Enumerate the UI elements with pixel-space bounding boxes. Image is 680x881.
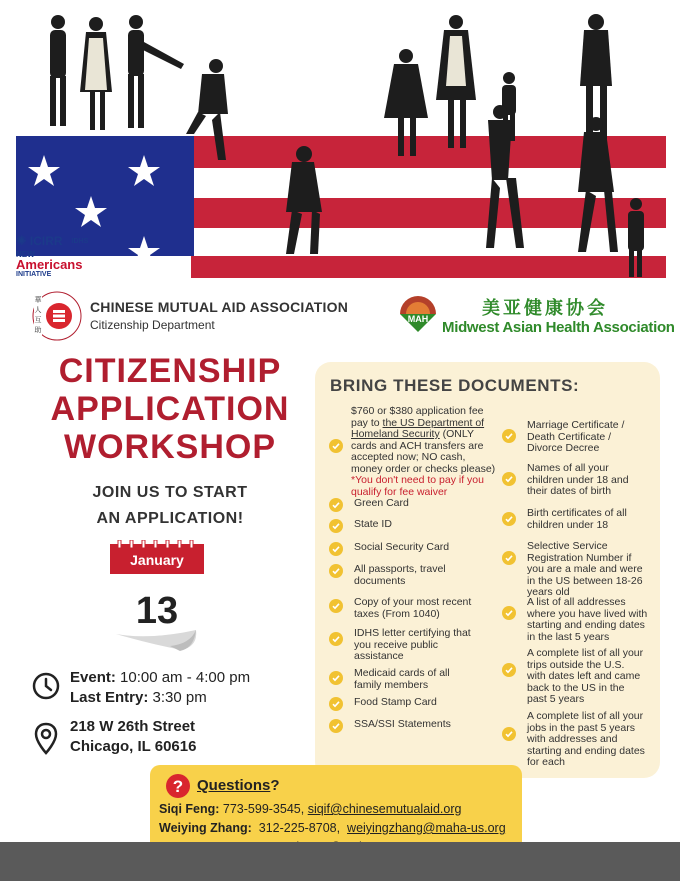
document-item: Social Security Card <box>354 541 450 553</box>
check-icon <box>329 671 343 685</box>
contact-email-link[interactable]: siqif@chinesemutualaid.org <box>307 802 462 816</box>
document-item-fee: $760 or $380 application fee pay to the US Department of Homeland Security (ONLY cards and ACH transfers are accepted now; NO cash, money order or checks please) *You don't need to pay if you qualify for fee waiver <box>351 405 496 498</box>
document-item: Copy of your most recent taxes (From 1040) <box>354 596 472 620</box>
contact-name: Siqi Feng: <box>159 802 220 816</box>
svg-text:華: 華 <box>34 297 42 304</box>
title-line-1: CITIZENSHIP <box>58 352 282 390</box>
new-americans-logo: NEW Americans INITIATIVE <box>16 250 83 278</box>
footer-bar <box>0 842 680 881</box>
contact-phone: 312-225-8708, <box>251 821 348 835</box>
icirr-logo-text: ICIRR <box>29 234 63 248</box>
document-item: Names of all your children under 18 and their dates of birth <box>527 462 629 497</box>
documents-title: BRING THESE DOCUMENTS: <box>330 376 580 395</box>
calendar-rings-icon <box>114 540 200 548</box>
svg-text:助: 助 <box>34 327 42 334</box>
check-icon <box>329 719 343 733</box>
event-time: Event: 10:00 am - 4:00 pm <box>70 669 251 686</box>
document-item: SSA/SSI Statements <box>354 718 451 730</box>
document-item: All passports, travel documents <box>354 563 446 587</box>
check-icon <box>329 632 343 646</box>
maha-logo <box>396 292 440 336</box>
check-icon <box>329 498 343 512</box>
document-item: Food Stamp Card <box>354 696 437 708</box>
check-icon <box>502 512 516 526</box>
calendar-month: January <box>110 544 204 574</box>
contact-phone: 773-599-3545, <box>219 802 308 816</box>
svg-text:?: ? <box>172 777 184 796</box>
banner-illustration <box>16 8 666 283</box>
idhs-logo: IDHS <box>71 237 89 245</box>
svg-text:人: 人 <box>34 307 42 314</box>
title-line-2: APPLICATION <box>50 390 290 428</box>
check-icon <box>329 519 343 533</box>
document-item: IDHS letter certifying that you receive public assistance <box>354 627 471 662</box>
contact-name: Weiying Zhang: <box>159 821 252 835</box>
address-line-1: 218 W 26th Street <box>70 718 196 735</box>
last-entry-time: Last Entry: 3:30 pm <box>70 689 207 706</box>
cmaa-department: Citizenship Department <box>90 318 215 332</box>
address-line-2: Chicago, IL 60616 <box>70 738 197 755</box>
check-icon <box>329 599 343 613</box>
clock-icon <box>32 672 60 700</box>
check-icon <box>502 472 516 486</box>
document-item: A list of all addresses where you have lived with starting and ending dates in the last 5 years <box>527 596 648 643</box>
calendar-date <box>110 540 204 652</box>
document-item: Medicaid cards of all family members <box>354 667 450 691</box>
svg-text:互: 互 <box>34 317 42 324</box>
check-icon <box>502 606 516 620</box>
check-icon <box>329 697 343 711</box>
document-item: Birth certificates of all children under 18 <box>527 507 627 531</box>
cmaa-name: CHINESE MUTUAL AID ASSOCIATION <box>90 299 349 315</box>
call-to-action: JOIN US TO START AN APPLICATION! <box>92 484 248 527</box>
document-item: State ID <box>354 518 392 530</box>
cmaa-seal-logo <box>32 290 82 342</box>
page-title <box>20 352 320 466</box>
document-item: Selective Service Registration Number if you are a male and were in the US between 18-26 years old <box>527 540 643 598</box>
question-mark-icon <box>165 773 191 799</box>
location-pin-icon <box>34 722 58 756</box>
contact-email-link[interactable]: weiyingzhang@maha-us.org <box>347 821 506 835</box>
maha-chinese-name: 美亚健康协会 <box>482 298 608 319</box>
questions-title: Questions? <box>197 777 280 794</box>
svg-text:MAH: MAH <box>407 314 429 324</box>
page-curl-icon <box>110 624 204 652</box>
check-icon <box>502 663 516 677</box>
contact-row <box>159 821 506 835</box>
check-icon <box>502 727 516 741</box>
check-icon <box>329 564 343 578</box>
document-item: Green Card <box>354 497 409 509</box>
check-icon <box>502 551 516 565</box>
check-icon <box>329 542 343 556</box>
document-item: A complete list of all your trips outside the U.S. with dates left and came back to the US in the past 5 years <box>527 647 644 705</box>
check-icon <box>502 429 516 443</box>
calendar-day: 13 <box>135 590 179 632</box>
icirr-logo-icon: ✺ <box>16 233 27 248</box>
check-icon <box>329 439 343 453</box>
sponsor-logos <box>16 233 112 283</box>
contact-row <box>159 802 461 816</box>
maha-name: Midwest Asian Health Association <box>442 319 675 336</box>
document-item: A complete list of all your jobs in the past 5 years with addresses and starting and ending dates for each <box>527 710 645 768</box>
title-line-3: WORKSHOP <box>64 428 276 466</box>
document-item: Marriage Certificate / Death Certificate / Divorce Decree <box>527 419 625 454</box>
